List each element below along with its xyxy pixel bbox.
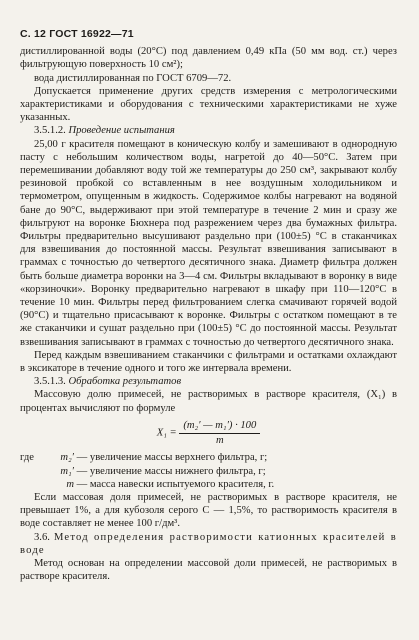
section-36-heading bbox=[20, 531, 397, 557]
legend-symbol: m₁′ bbox=[60, 465, 74, 477]
legend-text: — увеличение массы нижнего фильтра, г; bbox=[76, 465, 266, 477]
section-title: Метод определения растворимости катионных красителей в воде bbox=[20, 531, 397, 556]
section-title: Проведение испытания bbox=[68, 125, 175, 137]
legend-symbol: m₂′ bbox=[60, 452, 74, 464]
paragraph-weighing: Перед каждым взвешиванием стаканчики с фильтрами и остатками охлаждают в эксикаторе в течение одного и того же интервала времени. bbox=[20, 349, 397, 375]
legend-line bbox=[20, 451, 397, 464]
formula bbox=[20, 419, 397, 447]
section-3512-heading bbox=[20, 124, 397, 137]
paragraph-permission: Допускается применение других средств измерения с метрологическими характеристиками и оборудования с техническими характеристиками не хуже указанных. bbox=[20, 85, 397, 124]
legend-line bbox=[20, 478, 397, 491]
legend-text: — увеличение массы верхнего фильтра, г; bbox=[76, 452, 268, 464]
paragraph-formula-intro: Массовую долю примесей, не растворимых в растворе красителя, (X₁) в процентах вычисляют по формуле bbox=[20, 389, 397, 414]
legend-text: — масса навески испытуемого красителя, г. bbox=[76, 478, 275, 490]
paragraph-continued: дистиллированной воды (20°С) под давлением 0,49 кПа (50 мм вод. ст.) через фильтрующую поверхность 10 см²); bbox=[20, 46, 397, 71]
formula-denominator: m bbox=[215, 435, 224, 447]
paragraph-procedure: 25,00 г красителя помещают в коническую колбу и замешивают в однородную пасту с небольшим количеством воды, нагретой до 40—50°С. Затем при перемешивании добавляют воду той же температуры до 250 см³, закрывают колбу резиновой пробкой со вставленным в нее воздушным холодильником и термометром, опущенным в жидкость. Содержимое колбы нагревают на водяной бане до 90°С, выдерживают при этой температуре в течение 2 мин и сразу же фильтруют на воронке Бюхнера под разрежением через два бумажных фильтра. Фильтры предварительно высушивают раздельно при (100±5) °С в стаканчиках для взвешивания до постоянной массы. Результат взвешивания записывают в граммах с точностью до четвертого десятичного знака. Диаметр фильтра должен быть больше диаметра воронки на 3—4 см. Фильтры вкладывают в воронку в виде «корзиночки». Воронку предварительно нагревают в шкафу при 110—120°С в течение 10 мин. Фильтры перед фильтрованием слегка смачивают горячей водой (90°С) и тщательно присасывают к воронке. Фильтры с остатком помещают в те же стаканчики и сушат раздельно при (100±5) °С до постоянной массы. Результат взвешивания записывают в граммах с точностью до четвертого десятичного знака. bbox=[20, 138, 397, 348]
paragraph-method: Метод основан на определении массовой доли примесей, не растворимых в растворе красителя. bbox=[20, 557, 397, 583]
page-header: С. 12 ГОСТ 16922—71 bbox=[20, 28, 134, 40]
section-3513-heading bbox=[20, 375, 397, 388]
formula-fraction bbox=[179, 419, 260, 447]
paragraph-solubility-result: Если массовая доля примесей, не растворимых в растворе красителя, не превышает 1%, а для кубозоля серого С — 1,5%, то растворимость красителя в воде составляет не менее 100 г/дм³. bbox=[20, 491, 397, 530]
section-number: 3.6. bbox=[34, 531, 50, 543]
formula-numerator: (m₂′ — m₁′) · 100 bbox=[179, 419, 260, 434]
legend-line bbox=[20, 465, 397, 478]
section-title: Обработка результатов bbox=[68, 376, 182, 388]
paragraph-water: вода дистиллированная по ГОСТ 6709—72. bbox=[34, 72, 232, 84]
formula-legend bbox=[20, 451, 397, 491]
formula-lhs: X₁ = bbox=[156, 427, 177, 439]
section-number: 3.5.1.3. bbox=[34, 376, 66, 388]
legend-prefix: где bbox=[20, 452, 34, 464]
legend-symbol: m bbox=[66, 478, 74, 490]
section-number: 3.5.1.2. bbox=[34, 125, 66, 137]
